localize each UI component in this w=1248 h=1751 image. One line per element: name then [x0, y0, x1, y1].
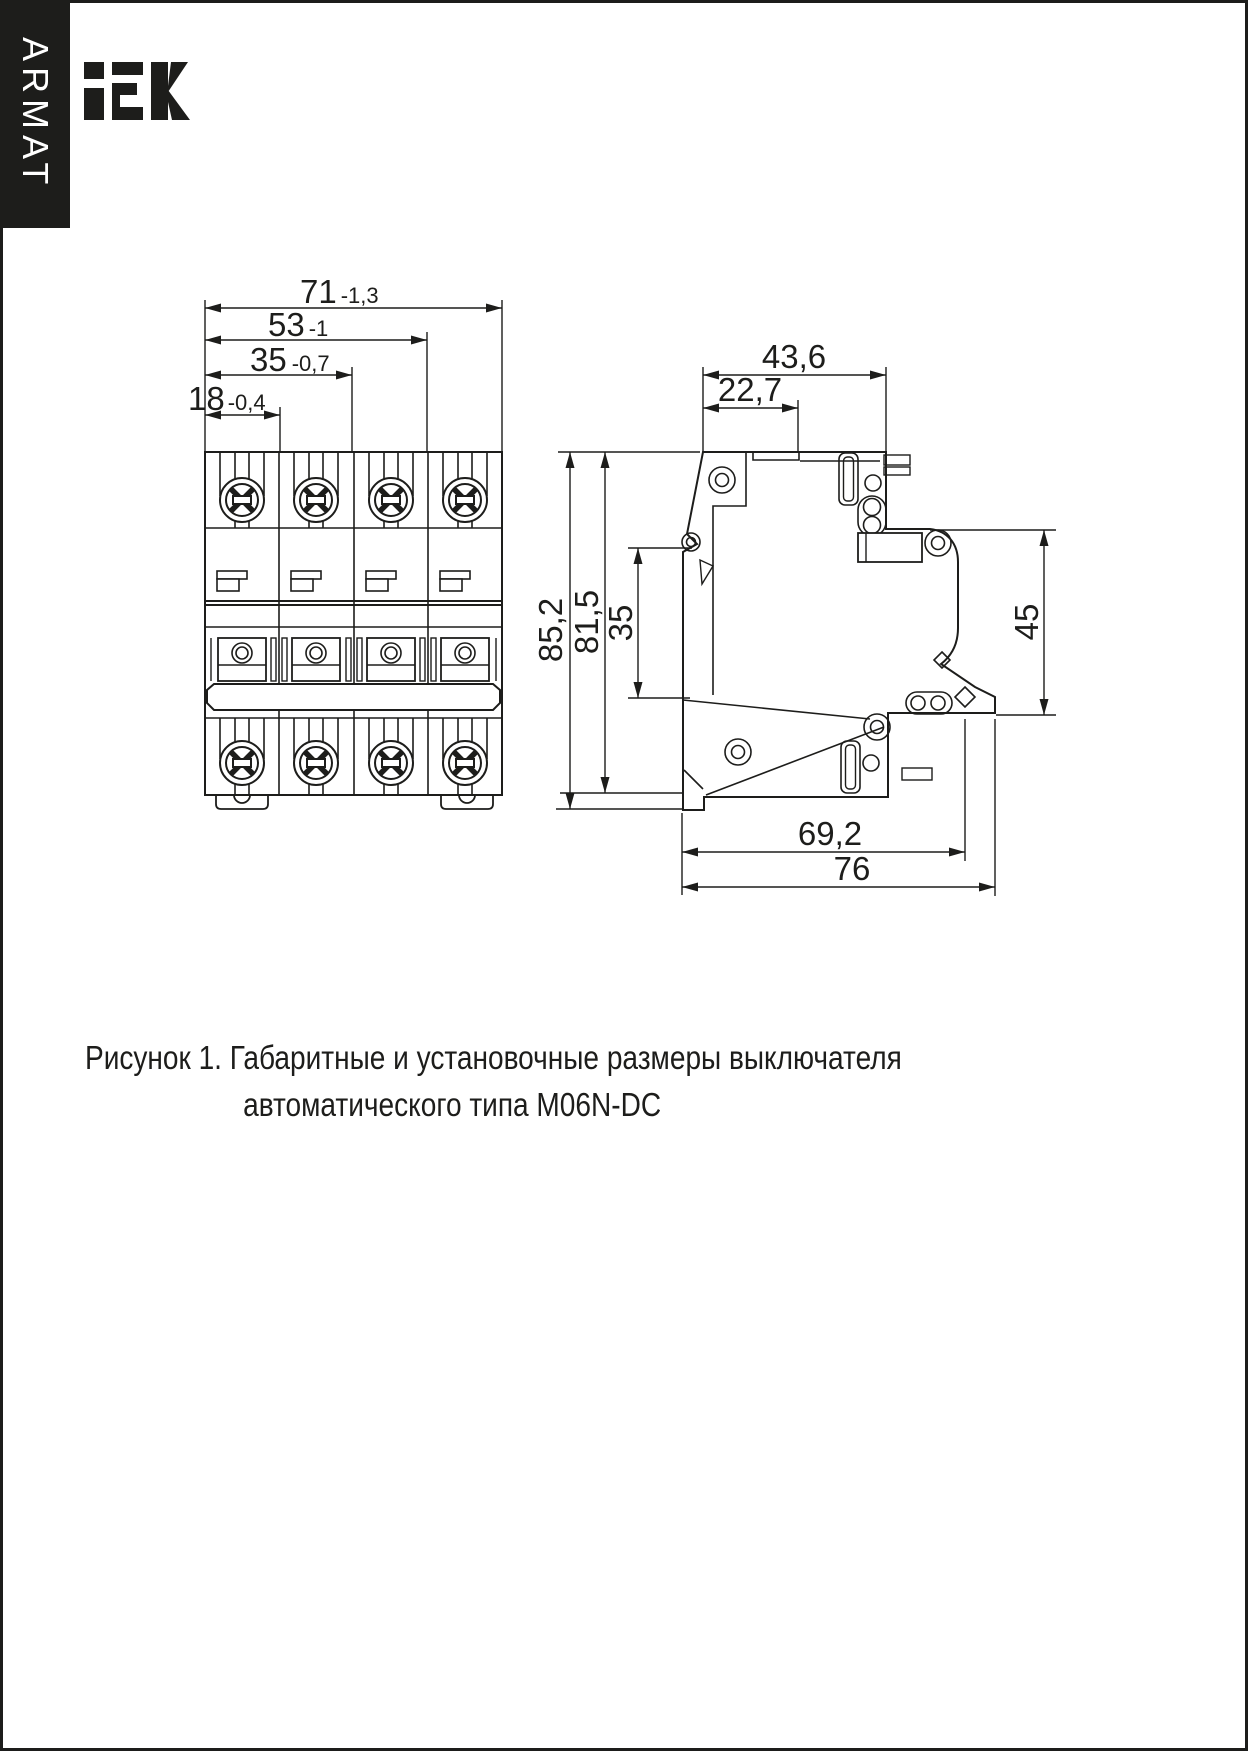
- screw-terminal: [294, 478, 338, 522]
- handle-tie-bar: [207, 684, 500, 710]
- dim-label: 71 -1,3: [300, 273, 379, 310]
- screw-terminal: [443, 741, 487, 785]
- figure-caption: [85, 1034, 902, 1128]
- dim-label: 35: [602, 604, 639, 642]
- dim-label: 22,7: [717, 371, 783, 408]
- screw-terminal: [294, 741, 338, 785]
- dim-label: 43,6: [761, 338, 827, 375]
- dim-label: 85,2: [532, 597, 569, 663]
- screw-terminal: [443, 478, 487, 522]
- dim-label: 81,5: [568, 589, 605, 655]
- side-view-drawing: [682, 452, 995, 810]
- screw-terminal: [369, 741, 413, 785]
- dim-side-35: [602, 548, 692, 698]
- screw-terminal: [369, 478, 413, 522]
- dim-label: 69,2: [797, 815, 863, 852]
- figure-caption-line2: автоматического типа M06N-DC: [243, 1086, 662, 1123]
- dim-label: 76: [833, 850, 871, 887]
- screw-terminal: [220, 478, 264, 522]
- dim-label: 53 -1: [268, 306, 329, 343]
- front-view-drawing: [205, 452, 502, 809]
- figure-caption-line1: Рисунок 1. Габаритные и установочные размеры выключателя: [85, 1039, 902, 1076]
- brand-vertical-text: ARMAT: [15, 37, 56, 191]
- dim-side-22-7: [703, 371, 798, 452]
- dim-label: 45: [1008, 603, 1045, 641]
- mounting-feet: [216, 795, 493, 809]
- dim-front-53: [205, 306, 427, 452]
- dim-front-18: [188, 380, 280, 452]
- dim-label: 18 -0,4: [188, 380, 266, 417]
- screw-terminal: [220, 741, 264, 785]
- dim-label: 35 -0,7: [250, 341, 330, 378]
